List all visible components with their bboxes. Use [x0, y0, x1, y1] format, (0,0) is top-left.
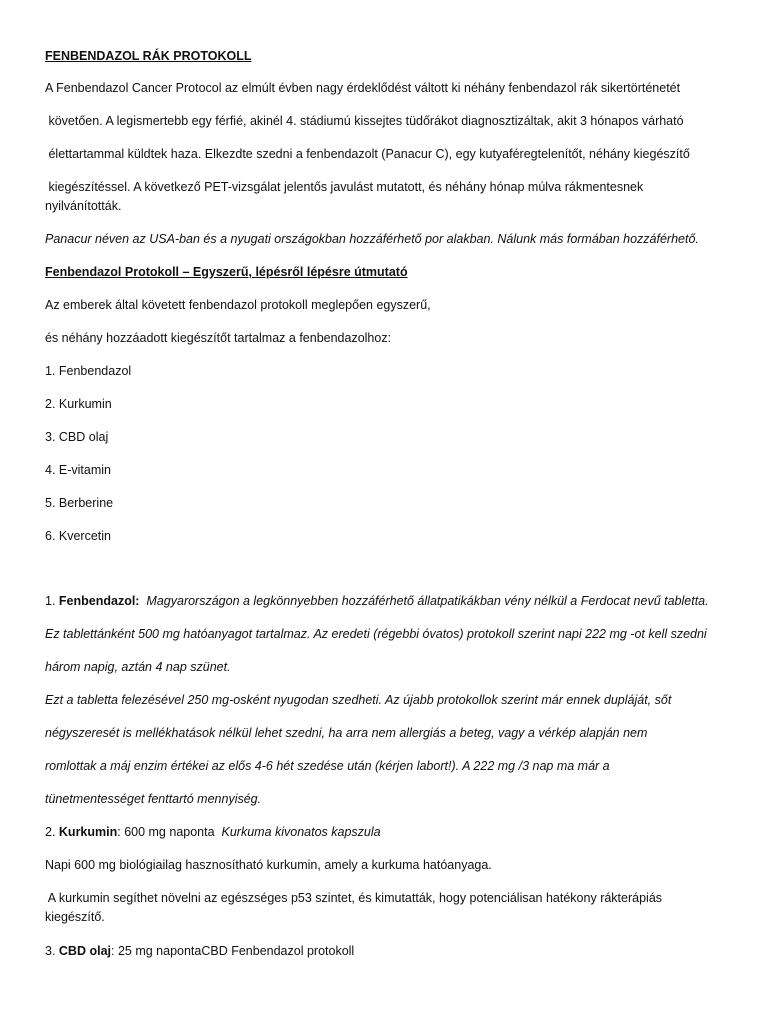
section-heading: Fenbendazol Protokoll – Egyszerű, lépésről lépésre útmutató — [45, 265, 408, 279]
intro-line: élettartammal küldtek haza. Elkezdte szedni a fenbendazolt (Panacur C), egy kutyaféregtelenítőt, néhány kiegészítő — [45, 147, 690, 161]
item2-dose: : 600 mg naponta — [117, 825, 222, 839]
item1-text: Ezt a tabletta felezésével 250 mg-osként nyugodan szedheti. Az újabb protokollok szerint már ennek dupláját, sőt — [45, 693, 672, 707]
intro-line: kiegészítéssel. A következő PET-vizsgálat jelentős javulást mutatott, és néhány hónap múlva rákmentesnek — [45, 180, 644, 194]
intro-line: követően. A legismertebb egy férfié, akinél 4. stádiumú kissejtes tüdőrákot diagnosztizáltak, akit 3 hónapos várható — [45, 114, 684, 128]
list-item: 4. E-vitamin — [45, 463, 111, 477]
list-item: 2. Kurkumin — [45, 397, 112, 411]
item3-text: : 25 mg napontaCBD Fenbendazol protokoll — [111, 944, 355, 958]
item1-number: 1. — [45, 594, 59, 608]
availability-note: Panacur néven az USA-ban és a nyugati országokban hozzáférhető por alakban. Nálunk más formában hozzáférhető. — [45, 232, 699, 246]
item2-number: 2. — [45, 825, 59, 839]
page-title: FENBENDAZOL RÁK PROTOKOLL — [45, 49, 252, 63]
intro-line: nyilvánították. — [45, 199, 122, 213]
list-item: 1. Fenbendazol — [45, 364, 132, 378]
section-intro-line: és néhány hozzáadott kiegészítőt tartalmaz a fenbendazolhoz: — [45, 331, 392, 345]
item1-text: Ez tablettánként 500 mg hatóanyagot tartalmaz. Az eredeti (régebbi óvatos) protokoll szerint napi 222 mg -ot kell szedni — [45, 627, 707, 641]
list-item: 3. CBD olaj — [45, 430, 109, 444]
item1-text: romlottak a máj enzim értékei az elős 4-6 hét szedése után (kérjen labort!). A 222 mg /3 nap ma már a — [45, 759, 610, 773]
item2-text: A kurkumin segíthet növelni az egészséges p53 szintet, és kimutatták, hogy potenciálisan hatékony rákterápiás — [45, 891, 663, 905]
item2-text: kiegészítő. — [45, 910, 105, 924]
item1-text: négyszeresét is mellékhatások nélkül lehet szedni, ha arra nem allergiás a beteg, vagy a vérkép alapján nem — [45, 726, 648, 740]
list-item: 5. Berberine — [45, 496, 114, 510]
item3-number: 3. — [45, 944, 59, 958]
item3-name: CBD olaj — [58, 944, 111, 958]
item2-name: Kurkumin — [58, 825, 118, 839]
item2-heading — [45, 824, 381, 840]
item1-name: Fenbendazol: — [58, 594, 140, 608]
item1-text: Magyarországon a legkönnyebben hozzáférhető állatpatikákban vény nélkül a Ferdocat nevű tabletta. — [146, 594, 709, 608]
intro-line: A Fenbendazol Cancer Protocol az elmúlt évben nagy érdeklődést váltott ki néhány fenbendazol rák sikertörténetét — [45, 81, 681, 95]
item3-heading — [45, 943, 354, 959]
item2-text: Napi 600 mg biológiailag hasznosítható kurkumin, amely a kurkuma hatóanyaga. — [45, 858, 492, 872]
item1-text: tünetmentességet fenttartó mennyiség. — [45, 792, 262, 806]
item1-text: három napig, aztán 4 nap szünet. — [45, 660, 231, 674]
section-intro-line: Az emberek által követett fenbendazol protokoll meglepően egyszerű, — [45, 298, 431, 312]
list-item: 6. Kvercetin — [45, 529, 112, 543]
item2-form: Kurkuma kivonatos kapszula — [221, 825, 381, 839]
item1-heading — [45, 593, 709, 609]
